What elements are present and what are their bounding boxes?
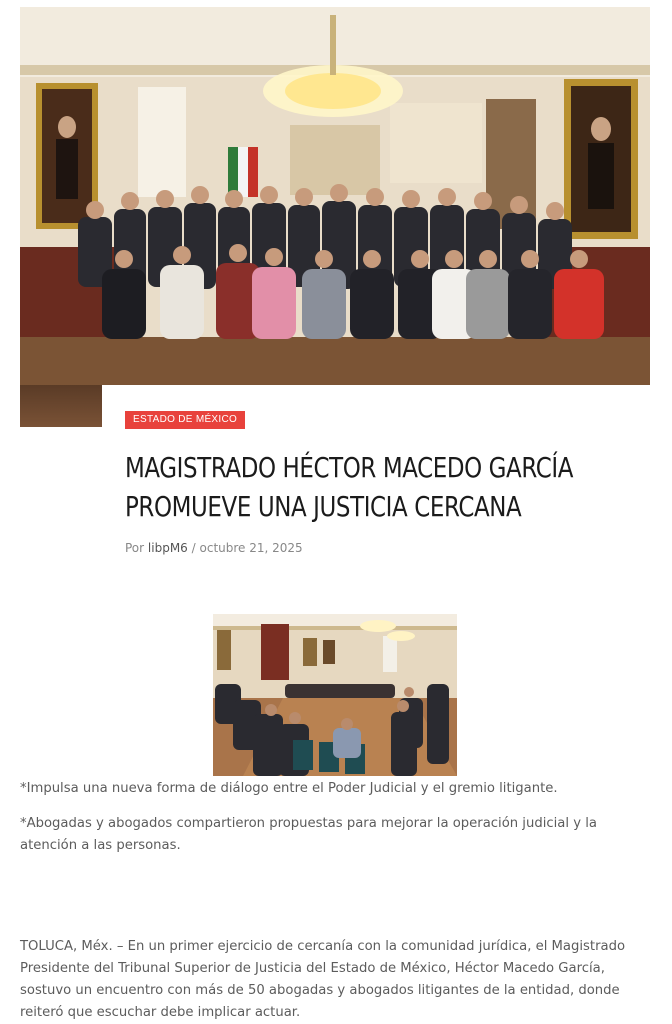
featured-image — [20, 7, 650, 385]
article-body-paragraph: TOLUCA, Méx. – En un primer ejercicio de cercanía con la comunidad jurídica, el Magistrado Presidente del Tribunal Superior de Justicia del Estado de México, Héctor Macedo García, sostuvo un encuentro con más de 50 abogadas y abogados litigantes de la entidad, donde reiteró que escuchar debe implicar actuar. — [20, 939, 626, 1020]
category-badge[interactable]: ESTADO DE MÉXICO — [125, 411, 245, 429]
inline-image — [213, 614, 457, 776]
byline-separator: / — [191, 541, 196, 555]
byline-prefix: Por — [125, 541, 145, 555]
article-title — [125, 448, 650, 526]
subheadline-2: *Abogadas y abogados compartieron propuestas para mejorar la operación judicial y la atención a las personas. — [20, 816, 597, 853]
publish-date: octubre 21, 2025 — [199, 541, 303, 555]
author-link[interactable]: libpM6 — [147, 541, 188, 555]
article-title-line-1: MAGISTRADO HÉCTOR MACEDO GARCÍA — [125, 451, 574, 484]
byline — [125, 541, 303, 555]
featured-image-floor-strip — [20, 385, 102, 427]
subheadline-1: *Impulsa una nueva forma de diálogo entre el Poder Judicial y el gremio litigante. — [20, 781, 558, 796]
article-title-line-2: PROMUEVE UNA JUSTICIA CERCANA — [125, 490, 522, 523]
